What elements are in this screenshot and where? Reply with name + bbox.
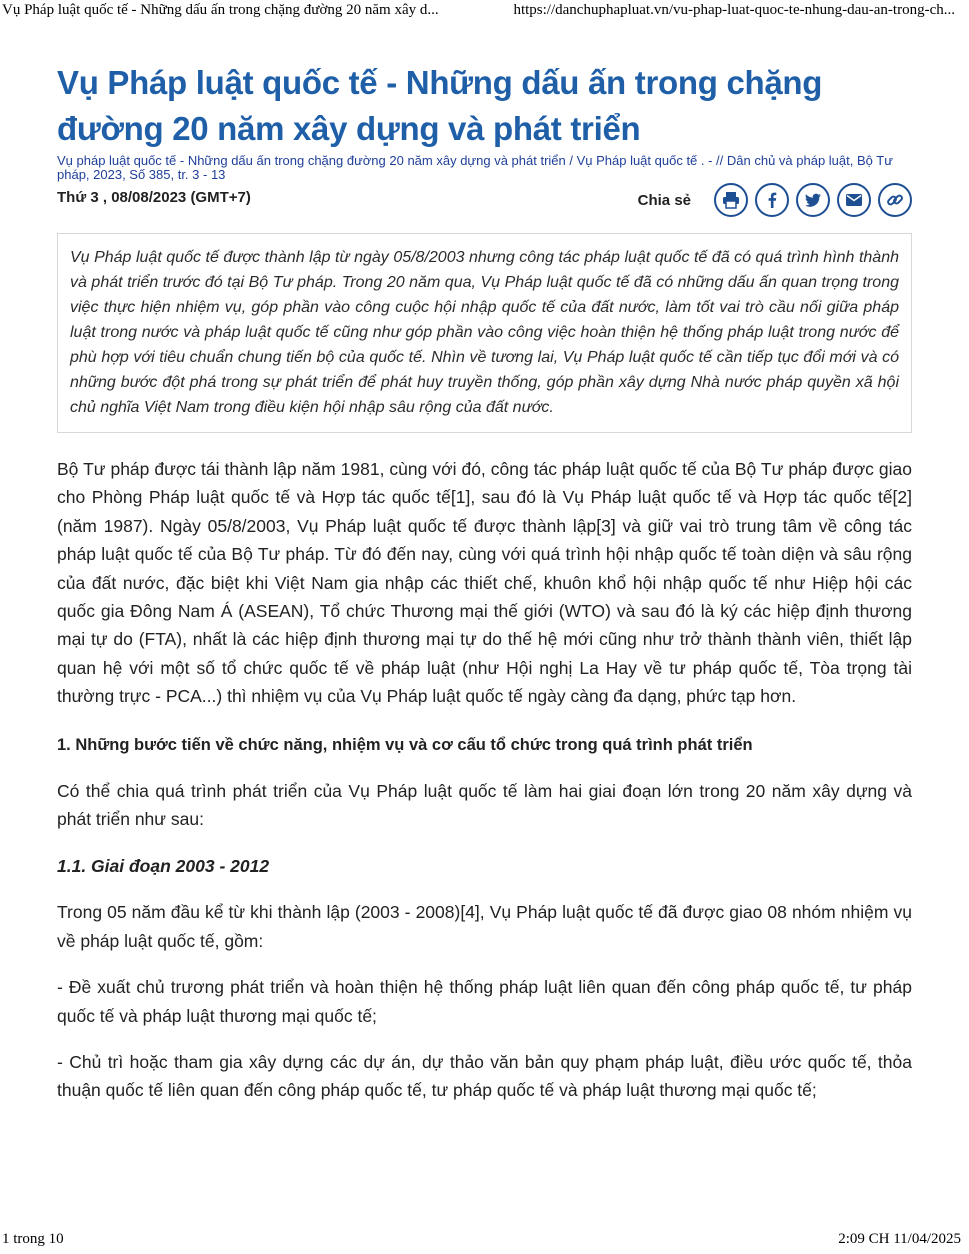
print-share-button[interactable] bbox=[714, 183, 748, 217]
subsection-heading: 1.1. Giai đoạn 2003 - 2012 bbox=[57, 855, 270, 876]
share-label: Chia sẻ bbox=[637, 191, 691, 209]
share-bar bbox=[638, 183, 912, 217]
facebook-share-button[interactable] bbox=[755, 183, 789, 217]
list-item: - Chủ trì hoặc tham gia xây dựng các dự án, dự thảo văn bản quy phạm pháp luật, điều ước quốc tế, thỏa thuận quốc tế liên quan đến công pháp quốc tế, tư pháp quốc tế và pháp luật thương mại quốc tế; bbox=[57, 1051, 912, 1101]
article-body bbox=[57, 455, 912, 1105]
list-item: - Đề xuất chủ trương phát triển và hoàn thiện hệ thống pháp luật liên quan đến công pháp quốc tế, tư pháp quốc tế và pháp luật thương mại quốc tế; bbox=[57, 977, 912, 1026]
article-lead: Vụ Pháp luật quốc tế được thành lập từ ngày 05/8/2003 nhưng công tác pháp luật quốc tế đã có quá trình hình thành và phát triển trước đó tại Bộ Tư pháp. Trong 20 năm qua, Vụ Pháp luật quốc tế đã có những dấu ấn quan trọng trong việc thực hiện nhiệm vụ, góp phần vào công cuộc hội nhập quốc tế của đất nước, làm tốt vai trò cầu nối giữa pháp luật trong nước và pháp luật quốc tế cũng như góp phần vào công việc hoàn thiện hệ thống pháp luật trong nước để phù hợp với tiêu chuẩn chung tiến bộ của quốc tế. Nhìn về tương lai, Vụ Pháp luật quốc tế cần tiếp tục đổi mới và có những bước đột phá trong sự phát triển để phát huy truyền thống, góp phần xây dựng Nhà nước pháp quyền xã hội chủ nghĩa Việt Nam trong điều kiện hội nhập sâu rộng của đất nước. bbox=[57, 233, 912, 433]
twitter-icon bbox=[803, 190, 823, 210]
print-footer bbox=[0, 1231, 969, 1251]
article-title: Vụ Pháp luật quốc tế - Những dấu ấn trong chặng đường 20 năm xây dựng và phát triển bbox=[57, 64, 823, 147]
body-paragraph: Có thể chia quá trình phát triển của Vụ Pháp luật quốc tế làm hai giai đoạn lớn trong 20 năm xây dựng và phát triển như sau: bbox=[57, 781, 912, 830]
print-header-url[interactable]: https://danchuphapluat.vn/vu-phap-luat-quoc-te-nhung-dau-an-trong-ch... bbox=[513, 2, 955, 18]
twitter-share-button[interactable] bbox=[796, 183, 830, 217]
print-header bbox=[0, 2, 969, 22]
article-meta bbox=[57, 183, 912, 223]
print-header-title: Vụ Pháp luật quốc tế - Những dấu ấn trong chặng đường 20 năm xây d... bbox=[2, 2, 439, 18]
page-number: 1 trong 10 bbox=[2, 1231, 64, 1247]
body-paragraph: Bộ Tư pháp được tái thành lập năm 1981, cùng với đó, công tác pháp luật quốc tế của Bộ Tư pháp được giao cho Phòng Pháp luật quốc tế và Hợp tác quốc tế[1], sau đó là Vụ Pháp luật quốc tế và Hợp tác quốc tế[2] (năm 1987). Ngày 05/8/2003, Vụ Pháp luật quốc tế được thành lập[3] và giữ vai trò trung tâm về công tác pháp luật quốc tế của Bộ Tư pháp. Từ đó đến nay, cùng với quá trình hội nhập quốc tế toàn diện và sâu rộng của đất nước, đặc biệt khi Việt Nam gia nhập các thiết chế, khuôn khổ hội nhập quốc tế như Hiệp hội các quốc gia Đông Nam Á (ASEAN), Tổ chức Thương mại thế giới (WTO) và sau đó là ký các hiệp định thương mại tự do (FTA), nhất là các hiệp định thương mại tự do thế hệ mới cũng như trở thành thành viên, thiết lập quan hệ với một số tổ chức quốc tế về pháp luật (như Hội nghị La Hay về tư pháp quốc tế, Tòa trọng tài thường trực - PCA...) thì nhiệm vụ của Vụ Pháp luật quốc tế ngày càng đa dạng, phức tạp hơn. bbox=[57, 459, 912, 707]
print-timestamp: 2:09 CH 11/04/2025 bbox=[838, 1231, 961, 1247]
email-icon bbox=[844, 190, 864, 210]
section-heading: 1. Những bước tiến về chức năng, nhiệm vụ và cơ cấu tổ chức trong quá trình phát triển bbox=[57, 735, 753, 754]
email-share-button[interactable] bbox=[837, 183, 871, 217]
article-date: Thứ 3 , 08/08/2023 (GMT+7) bbox=[57, 189, 251, 206]
printer-icon bbox=[721, 190, 741, 210]
body-paragraph: Trong 05 năm đầu kể từ khi thành lập (2003 - 2008)[4], Vụ Pháp luật quốc tế đã được giao 08 nhóm nhiệm vụ về pháp luật quốc tế, gồm: bbox=[57, 902, 912, 951]
facebook-icon bbox=[762, 190, 782, 210]
article-citation[interactable]: Vụ pháp luật quốc tế - Những dấu ấn trong chặng đường 20 năm xây dựng và phát triển / Vụ Pháp luật quốc tế . - // Dân chủ và pháp luật, Bộ Tư pháp, 2023, Số 385, tr. 3 - 13 bbox=[57, 153, 893, 182]
article bbox=[57, 60, 912, 1105]
copy-link-button[interactable] bbox=[878, 183, 912, 217]
link-icon bbox=[885, 190, 905, 210]
